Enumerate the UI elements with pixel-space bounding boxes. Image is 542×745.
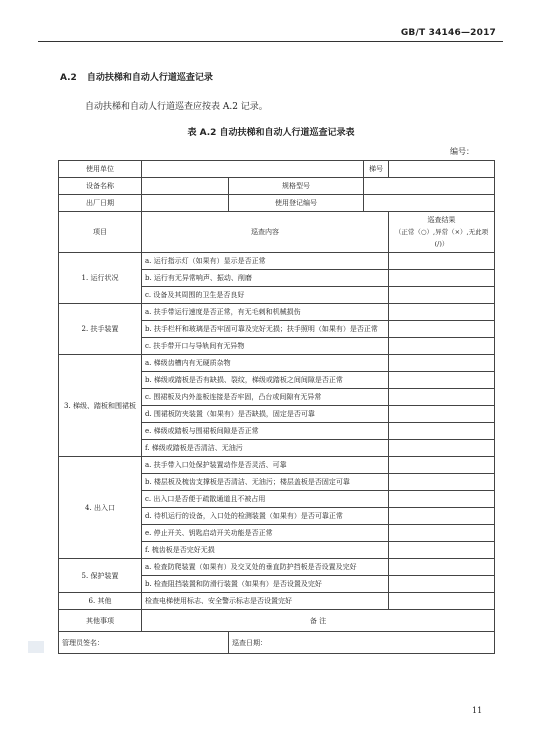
table-row (59, 253, 495, 270)
inspection-item: c. 出入口是否便于疏散通道且不被占用 (142, 491, 389, 508)
unit-label: 使用单位 (59, 161, 142, 178)
inspection-table (58, 160, 495, 654)
factory-date-label: 出厂日期 (59, 195, 142, 212)
result-cell[interactable] (389, 321, 495, 338)
inspection-item: c. 围裙板及内外盖板连接是否牢固，凸台或间隙有无异常 (142, 389, 389, 406)
reg-no-label: 梯号 (364, 161, 389, 178)
result-cell[interactable] (389, 474, 495, 491)
result-cell[interactable] (389, 559, 495, 576)
model-value (364, 178, 495, 195)
result-cell[interactable] (389, 253, 495, 270)
inspection-item: a. 扶手带入口处保护装置动作是否灵活、可靠 (142, 457, 389, 474)
standard-number: GB/T 34146—2017 (400, 28, 496, 38)
margin-mark (28, 641, 44, 653)
category-cell: 3. 梯级、踏板和围裙板 (59, 355, 142, 457)
table-caption: 表 A.2 自动扶梯和自动人行道巡查记录表 (187, 128, 355, 138)
factory-date-value (142, 195, 229, 212)
inspection-item: c. 设备及其周围的卫生是否良好 (142, 287, 389, 304)
result-cell[interactable] (389, 372, 495, 389)
result-cell[interactable] (389, 593, 495, 610)
unit-value (142, 161, 364, 178)
inspection-item: e. 停止开关、钥匙启动开关功能是否正常 (142, 525, 389, 542)
result-cell[interactable] (389, 406, 495, 423)
section-title: 自动扶梯和自动人行道巡查记录 (86, 73, 213, 83)
result-legend: （正常（○）,异常（×）,无此项(/)） (394, 228, 489, 248)
result-title: 巡查结果 (427, 216, 456, 224)
other-matters-label: 其他事项 (59, 610, 142, 632)
table-row (59, 304, 495, 321)
result-cell[interactable] (389, 389, 495, 406)
col-header-result (389, 212, 495, 253)
section-number: A.2 (60, 73, 77, 83)
category-cell: 5. 保护装置 (59, 559, 142, 593)
inspection-item: b. 楼层板及梳齿支撑板是否清洁、无油污；楼层盖板是否固定可靠 (142, 474, 389, 491)
inspection-item: 检查电梯使用标志、安全警示标志是否设置完好 (142, 593, 389, 610)
inspection-item: b. 检查阻挡装置和防滑行装置（如果有）是否设置及完好 (142, 576, 389, 593)
result-cell[interactable] (389, 491, 495, 508)
result-cell[interactable] (389, 287, 495, 304)
equipment-name-value (142, 178, 229, 195)
page-number: 11 (472, 706, 483, 715)
col-header-item: 项目 (59, 212, 142, 253)
model-label: 规格型号 (229, 178, 364, 195)
result-cell[interactable] (389, 338, 495, 355)
result-cell[interactable] (389, 270, 495, 287)
reg-no-value (389, 161, 495, 178)
inspection-item: a. 梯级齿槽内有无硬质杂物 (142, 355, 389, 372)
inspection-item: d. 围裙板防夹装置（如果有）是否缺损，固定是否可靠 (142, 406, 389, 423)
table-row (59, 593, 495, 610)
section-heading (60, 70, 223, 83)
table-row (59, 457, 495, 474)
category-cell: 2. 扶手装置 (59, 304, 142, 355)
inspection-item: b. 梯级或踏板是否有缺损、裂纹，梯级或踏板之间间隙是否正常 (142, 372, 389, 389)
result-cell[interactable] (389, 542, 495, 559)
inspection-item: b. 运行有无异常响声、振动、削磨 (142, 270, 389, 287)
header-rule (38, 41, 503, 42)
use-reg-value (364, 195, 495, 212)
inspection-date-field: 巡查日期： (229, 632, 495, 654)
result-cell[interactable] (389, 525, 495, 542)
category-cell: 1. 运行状况 (59, 253, 142, 304)
use-reg-label: 使用登记编号 (229, 195, 364, 212)
inspection-item: e. 梯级或踏板与围裙板间隙是否正常 (142, 423, 389, 440)
remarks-label: 备 注 (142, 610, 495, 632)
col-header-content: 巡查内容 (142, 212, 389, 253)
inspection-item: a. 检查防爬装置（如果有）及交叉处的垂直防护挡板是否设置及完好 (142, 559, 389, 576)
equipment-name-label: 设备名称 (59, 178, 142, 195)
result-cell[interactable] (389, 440, 495, 457)
result-cell[interactable] (389, 355, 495, 372)
inspection-item: c. 扶手带开口与导轨间有无异物 (142, 338, 389, 355)
inspection-item: a. 扶手带运行速度是否正常，有无毛刺和机械损伤 (142, 304, 389, 321)
inspection-item: a. 运行指示灯（如果有）显示是否正常 (142, 253, 389, 270)
result-cell[interactable] (389, 576, 495, 593)
inspection-item: f. 梳齿板是否完好无损 (142, 542, 389, 559)
table-row (59, 559, 495, 576)
inspection-item: b. 扶手栏杆和玻璃是否牢固可靠及完好无损；扶手照明（如果有）是否正常 (142, 321, 389, 338)
intro-paragraph: 自动扶梯和自动人行道巡查应按表 A.2 记录。 (85, 102, 268, 112)
inspection-item: d. 待机运行的设备，入口处的检测装置（如果有）是否可靠正常 (142, 508, 389, 525)
result-cell[interactable] (389, 508, 495, 525)
table-row (59, 355, 495, 372)
category-cell: 4. 出入口 (59, 457, 142, 559)
number-label: 编号： (450, 147, 474, 156)
category-cell: 6. 其他 (59, 593, 142, 610)
result-cell[interactable] (389, 457, 495, 474)
manager-sign-field: 管理员签名： (59, 632, 229, 654)
inspection-item: f. 梯级或踏板是否清洁、无油污 (142, 440, 389, 457)
result-cell[interactable] (389, 304, 495, 321)
result-cell[interactable] (389, 423, 495, 440)
